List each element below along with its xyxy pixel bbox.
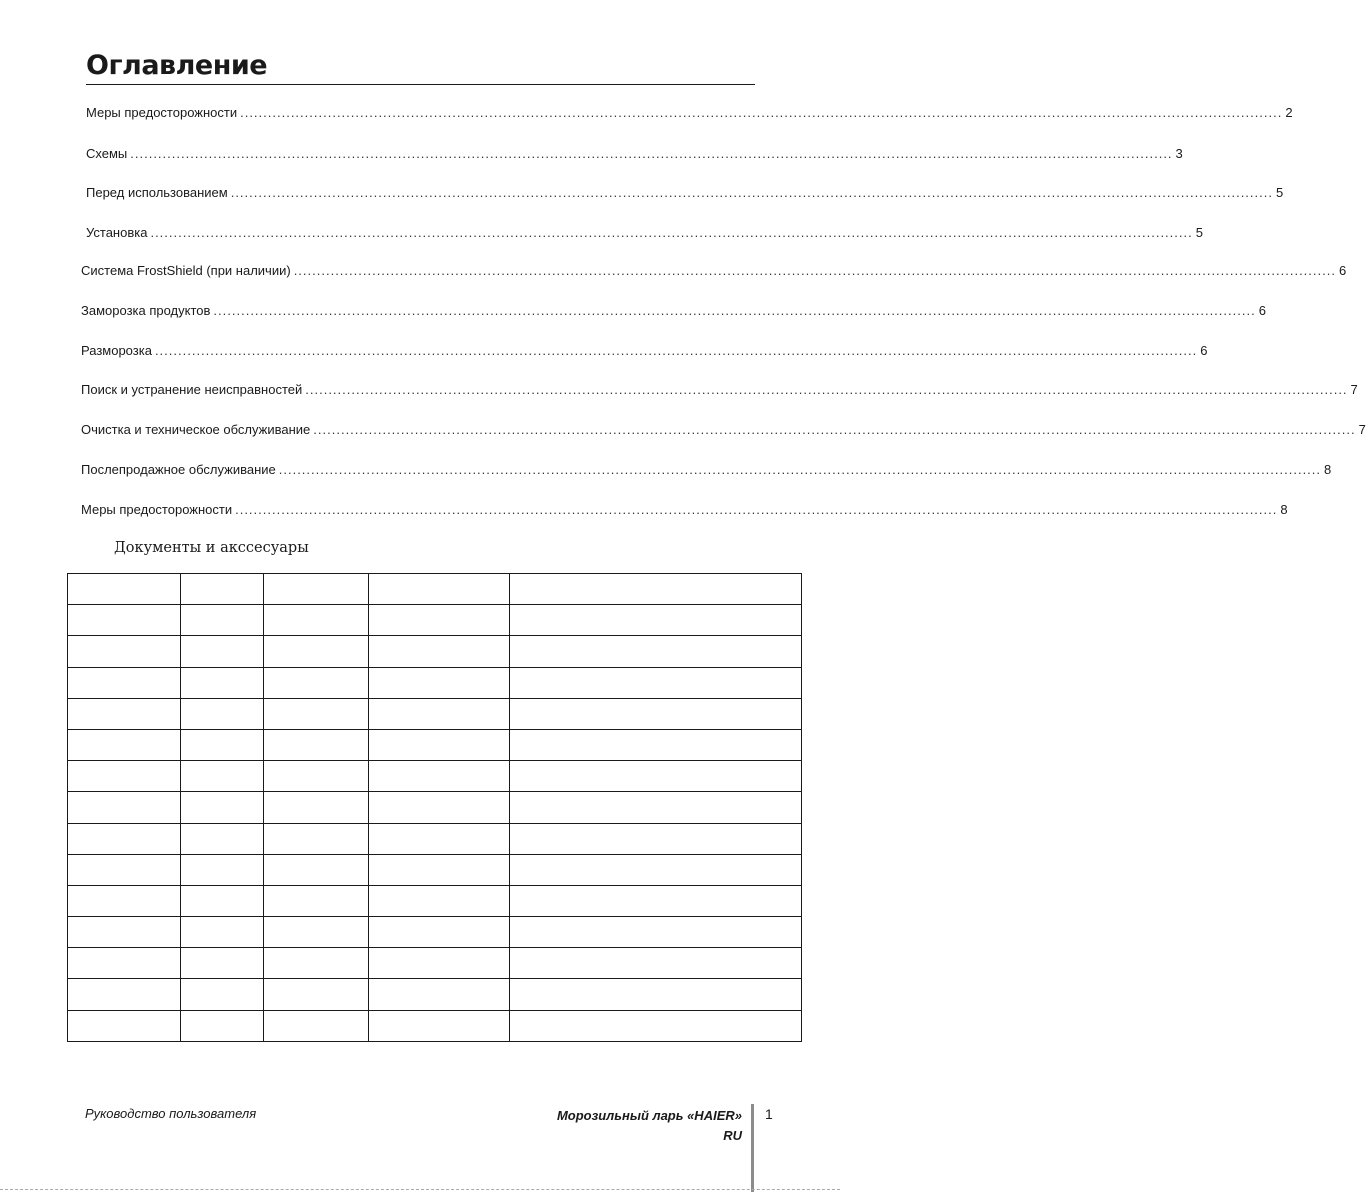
table-cell [369,574,510,605]
table-row [68,636,802,667]
toc-leader-dots: .................................................................................................................................................................................................................................. [305,382,1348,397]
table-row [68,574,802,605]
table-cell [68,854,181,885]
table-row [68,885,802,916]
toc-entry-page: 6 [1200,343,1208,358]
table-cell [264,1010,369,1041]
table-cell [181,948,264,979]
toc-entry[interactable] [86,145,1183,163]
page-number: 1 [765,1106,773,1122]
table-row [68,761,802,792]
toc-entry-label: Послепродажное обслуживание [81,462,276,477]
title-underline [86,84,755,85]
toc-entry-label: Установка [86,225,148,240]
table-row [68,979,802,1010]
table-cell [181,885,264,916]
table-row [68,667,802,698]
toc-entry[interactable] [81,262,1347,280]
toc-leader-dots: .................................................................................................................................................................................................................................. [130,146,1173,161]
table-cell [181,729,264,760]
documents-table [67,573,802,1042]
table-cell [510,574,802,605]
toc-leader-dots: .................................................................................................................................................................................................................................. [150,225,1193,240]
table-cell [181,761,264,792]
table-cell [264,605,369,636]
toc-entry-page: 5 [1275,185,1284,200]
table-cell [181,636,264,667]
table-row [68,698,802,729]
footer-language-code: RU [723,1128,742,1143]
table-cell [369,698,510,729]
toc-entry-page: 6 [1338,263,1347,278]
table-cell [369,854,510,885]
toc-entry-label: Меры предосторожности [86,105,238,120]
toc-leader-dots: .................................................................................................................................................................................................................................. [313,422,1356,437]
toc-leader-dots: .................................................................................................................................................................................................................................. [213,303,1256,318]
toc-entry[interactable] [81,381,1358,399]
table-cell [264,979,369,1010]
table-cell [68,917,181,948]
footer-manual-label: Руководство пользователя [85,1106,257,1121]
table-cell [264,574,369,605]
table-cell [510,729,802,760]
table-cell [264,698,369,729]
footer-divider-bar [751,1104,754,1192]
table-cell [369,761,510,792]
table-cell [510,792,802,823]
table-cell [369,979,510,1010]
table-row [68,605,802,636]
table-cell [264,823,369,854]
table-cell [68,792,181,823]
table-cell [181,605,264,636]
table-row [68,729,802,760]
toc-entry[interactable] [81,302,1266,320]
toc-entry-label: Система FrostShield (при наличии) [81,263,291,278]
table-cell [68,1010,181,1041]
table-cell [510,1010,802,1041]
toc-entry[interactable] [81,342,1208,360]
table-cell [68,636,181,667]
table-cell [510,667,802,698]
table-cell [510,605,802,636]
toc-entry-page: 3 [1175,146,1183,161]
table-cell [264,792,369,823]
toc-entry-page: 7 [1358,422,1366,437]
table-cell [264,636,369,667]
toc-entry-label: Перед использованием [86,185,228,200]
table-cell [68,574,181,605]
toc-entry-page: 8 [1324,462,1332,477]
toc-leader-dots: .................................................................................................................................................................................................................................. [293,263,1336,278]
toc-leader-dots: .................................................................................................................................................................................................................................. [230,185,1273,200]
toc-leader-dots: .................................................................................................................................................................................................................................. [154,343,1198,358]
table-cell [181,792,264,823]
table-cell [264,667,369,698]
table-cell [369,792,510,823]
table-cell [264,729,369,760]
toc-entry[interactable] [86,104,1293,122]
table-cell [369,885,510,916]
table-row [68,823,802,854]
table-cell [181,698,264,729]
table-cell [68,979,181,1010]
table-cell [68,761,181,792]
table-cell [181,979,264,1010]
toc-entry[interactable] [81,421,1366,439]
table-cell [369,729,510,760]
table-cell [181,1010,264,1041]
table-cell [181,667,264,698]
toc-entry[interactable] [81,501,1288,519]
footer-product-name: Морозильный ларь «HAIER» [556,1108,742,1123]
table-cell [510,885,802,916]
table-cell [264,761,369,792]
table-cell [68,605,181,636]
table-cell [68,698,181,729]
table-cell [181,917,264,948]
table-cell [369,605,510,636]
table-cell [510,948,802,979]
table-cell [369,1010,510,1041]
table-cell [510,823,802,854]
page-bottom-dashed-edge [0,1189,840,1190]
table-cell [68,885,181,916]
table-cell [264,948,369,979]
toc-entry-page: 6 [1258,303,1266,318]
toc-entry-label: Схемы [86,146,128,161]
table-cell [510,979,802,1010]
table-row [68,948,802,979]
table-cell [369,948,510,979]
table-row [68,854,802,885]
table-cell [369,917,510,948]
table-cell [510,698,802,729]
table-cell [510,761,802,792]
table-cell [68,823,181,854]
table-cell [68,667,181,698]
toc-entry-label: Разморозка [81,343,152,358]
toc-entry-label: Меры предосторожности [81,502,233,517]
table-cell [510,854,802,885]
toc-leader-dots: .................................................................................................................................................................................................................................. [240,105,1283,120]
table-cell [510,636,802,667]
table-cell [369,636,510,667]
toc-entry-label: Поиск и устранение неисправностей [81,382,303,397]
toc-entry-page: 2 [1285,105,1293,120]
table-cell [181,823,264,854]
toc-entry-label: Заморозка продуктов [81,303,211,318]
table-cell [68,729,181,760]
table-row [68,792,802,823]
table-cell [181,574,264,605]
toc-entry-page: 5 [1195,225,1203,240]
table-row [68,917,802,948]
toc-entry-label: Очистка и техническое обслуживание [81,422,311,437]
table-cell [264,885,369,916]
table-row [68,1010,802,1041]
table-cell [369,667,510,698]
toc-leader-dots: .................................................................................................................................................................................................................................. [235,502,1278,517]
table-cell [181,854,264,885]
toc-entry-page: 8 [1280,502,1288,517]
documents-section-title: Документы и акссесуары [114,540,309,556]
toc-entry[interactable] [86,224,1203,242]
table-cell [369,823,510,854]
toc-entry-page: 7 [1350,382,1358,397]
footer-product-label [557,1106,742,1146]
page-title: Оглавление [86,50,268,81]
table-cell [264,917,369,948]
table-cell [510,917,802,948]
toc-entry[interactable] [86,184,1284,202]
toc-leader-dots: .................................................................................................................................................................................................................................. [278,462,1322,477]
toc-entry[interactable] [81,461,1332,479]
table-cell [68,948,181,979]
table-cell [264,854,369,885]
